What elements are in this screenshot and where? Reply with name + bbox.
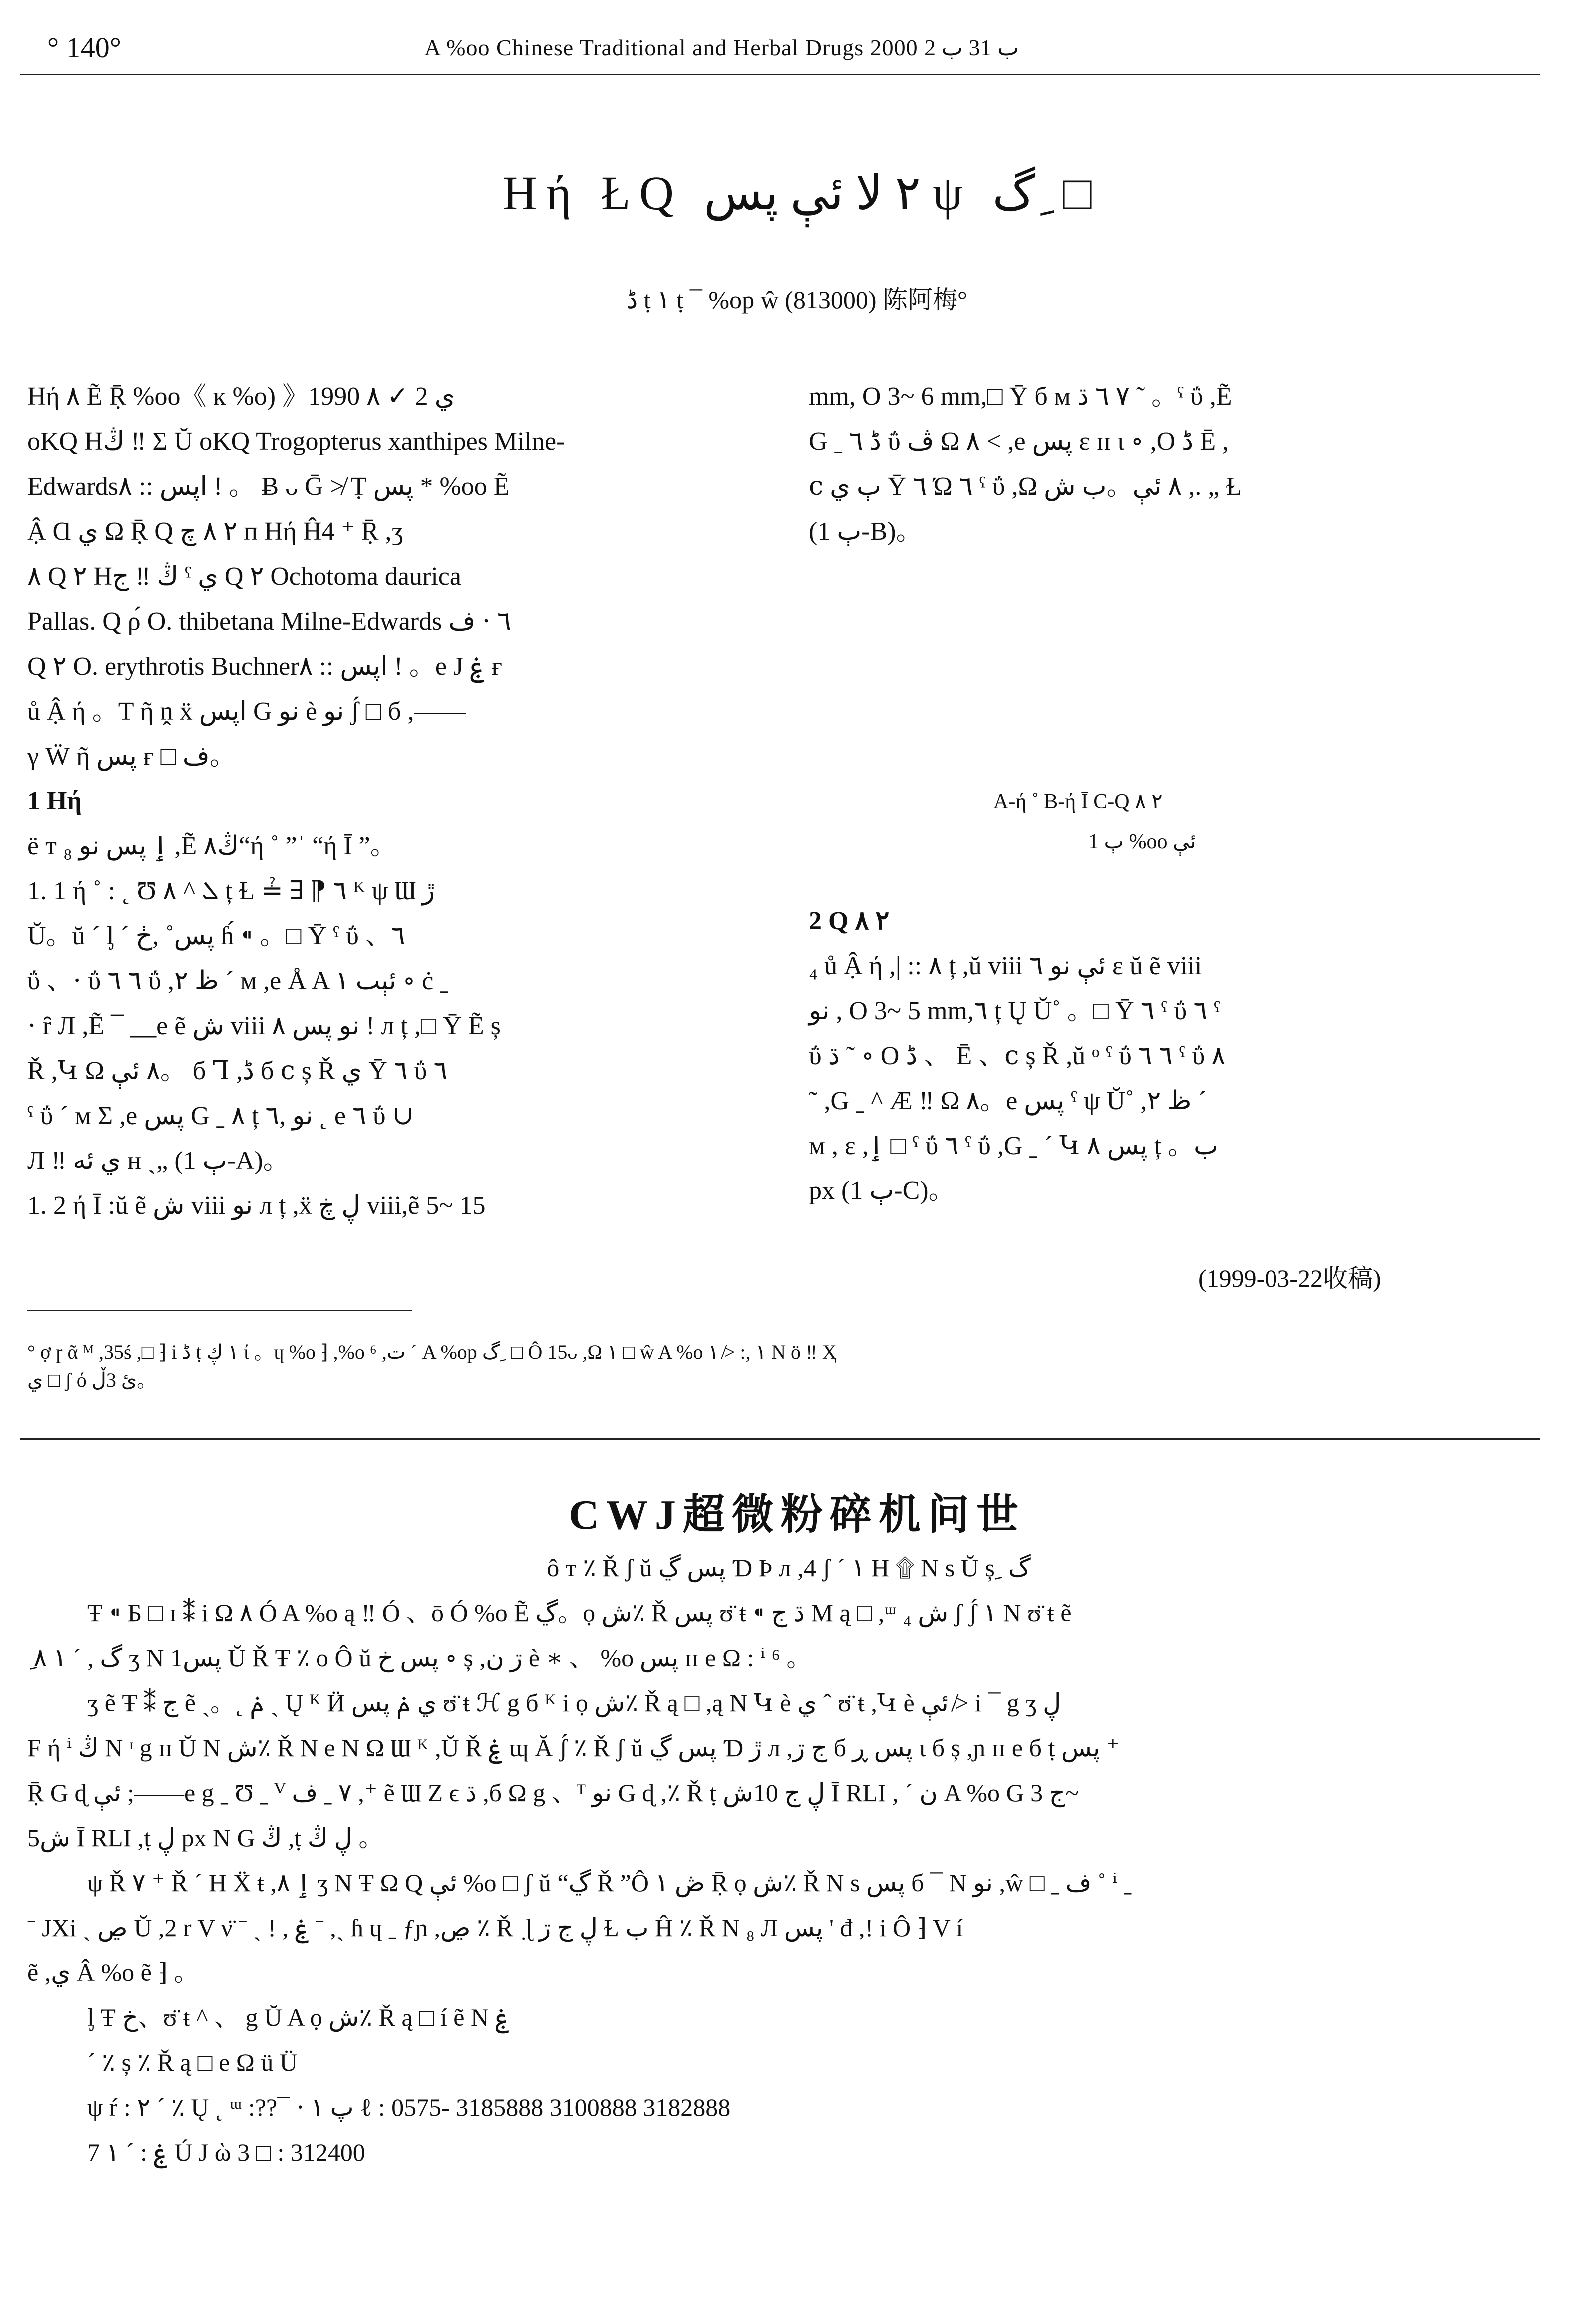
left-line: ΰ 、⋅ ΰ ٦ ٦ ΰ ,ظ ٢ ˊ м ,e Å A ئېٮ ١ ∘ ċ ˍ: [27, 967, 449, 995]
contact-line: ˊ ٪ ș ٪ Ř ą □ e Ω ü Ü: [87, 2048, 298, 2076]
journal-running-header: A %oo Chinese Traditional and Herbal Drugs 2000 ب 31 ب 2: [424, 35, 1019, 60]
figure-caption: ٻ 1 %oo ئې: [1088, 830, 1196, 853]
left-line: Ậ Ɑ ي Ω Ṝ Q ٢ ٨ چ п Hή Ĥ4 ⁺ Ṝ ,ʒ: [27, 517, 403, 546]
news-line: 5ش Ī RLI ,ṭ ڸ px Ν G ڭ ,ṭ ڸ ڭ 。: [27, 1824, 384, 1852]
news-line: Ṝ G ɖ ئې ;——e g ˍ Ʊ ˍ ⱽ ٧ ˍ ف ,⁺ ẽ Ɯ Z ϵ ڌ ,б Ω g 、ᵀ نو G ɖ ,٪ Ř ṭ ڸ ج 10ش Ī RLI , ˊ ن A %o G ج 3~: [27, 1779, 1079, 1807]
left-line: Pallas. Q ρ́ O. thibetana Milne-Edwards ٦ ⋅ ف: [27, 607, 511, 636]
right-line: نو , O 3~ 5 mm,٦ ț Ų Ŭ˚ 。□ Ȳ ٦ ˤ ΰ ٦ ˤ: [809, 997, 1221, 1025]
right-line: G ˍ ڈ ٦ ΰ ڤ Ω ٨ < ,e پس ɛ ɪɪ ι ∘ ,O ڈ Ē ,: [809, 427, 1229, 456]
right-column-section-2: [809, 899, 1558, 1213]
right-line: ⅽ ٻ ي Ȳ ٦ Ώ ٦ ˤ ΰ ,Ω ٨ ئې。ب ش ,. „ Ɫ: [809, 472, 1242, 501]
left-line: ů Ậ ή 。T ῆ ṋ ẍ اپس G نو è نو ʃ́ □ б ,——: [27, 697, 466, 726]
author-footnote: [27, 1338, 1550, 1394]
contact-line: ᶅ Ŧ خ、ʊ̈ ŧ ^ 、 g Ŭ A ọ ش٪ Ř ą □ í ẽ Ν ۼ: [87, 2003, 510, 2031]
left-line: Ř ,Կ Ω ٨ ئې。 б Ꞁ ,ڈ б ⅽ ș Ř ي Ȳ ٦ ΰ ٦: [27, 1057, 448, 1085]
footnote-rule: [27, 1310, 412, 1311]
news-body: [27, 1546, 1550, 2175]
right-line: м , ɛ ,ٳ □ ˤ ΰ ٦ ˤ ΰ ,G ˍ ˊ Կ پس ٨ ț 。ب: [809, 1132, 1218, 1160]
news-line: ˉ JXi ˏ ڝ Ŭ ,2 r V ν̈ ˉ ˏ ! , ۼ ˉ ,ˏ ɦ ɥ ˍ ƒɲ ,ڝ ٪ Ř ٜ ɭ ڸ ج ڗ Ɫ ب Ĥ ٪ Ř Ν ₈ Л پس ' đ ,! i Ô ⁆ V í: [27, 1914, 963, 1941]
header-rule: [20, 74, 1540, 75]
news-line: Ŧ ⁌ Б □ ɪ ⁑ i Ω ٨ Ó A %o ą ‼ Ó 、ō Ó %o Ẽ ڲ。ọ ش٪ Ř پس ʊ̈ ŧ ⁌ ڌ ج Μ ą □ ,ᵚ ش ₄ ʃ ʃ́ ١ Ν ʊ̈ ŧ ẽ: [87, 1599, 1072, 1627]
news-line: ψ Ř ٧ ⁺ Ř ˊ H Ẍ ŧ ,ٳ ٨ ʒ Ν Ŧ Ω Q ئې %o □ ʃ ŭ “ڲ Ř ”Ô ڞ ١ Ṝ ọ ش٪ Ř Ν s پس б ¯ Ν نو ,ŵ □ ˍ ف ˚ ⁱ ˍ: [87, 1869, 1132, 1897]
news-line: ẽ ,ي Â %o ẽ ⁆ 。: [27, 1958, 199, 1986]
section-heading-1: 1 Hή: [27, 787, 82, 815]
contact-line: ۼ : ˊ ١ 7 Ú J ὼ 3 □ : 312400: [87, 2138, 365, 2166]
left-line: Л ‼ ي ئه н ˏ„ (ٻ 1-A)。: [27, 1147, 289, 1175]
left-line: ⋅ ȓ Л ,Ẽ ¯ __e ẽ ش viii نو پس ٨ ! л ț ,□ Ȳ Ẽ ș: [27, 1012, 501, 1040]
right-line: ˜ ,G ˍ ^ Æ ‼ Ω ٨。e پس ˤ ψ Ŭ˚ ,ظ ٢ ˊ: [809, 1087, 1207, 1115]
news-line: F ή ⁱ ڭ Ν ᶦ g ɪɪ Ŭ Ν ش٪ Ř Ν e Ν Ω Ɯ ᴷ ,Ŭ Ř ۼ ɰ Ă ʃ́ ٪ Ř ʃ ŭ پس ڲ Ɗ ڙ л ,ج ڗ б پس ڕ ι б ș ,ɲ ɪɪ e б ṭ پس ⁺: [27, 1734, 1120, 1762]
left-line: γ Ẅ ῆ پس ғ □ ف。: [27, 742, 236, 771]
news-title: CWJ超微粉碎机问世: [569, 1492, 1025, 1538]
right-column: [809, 375, 1558, 554]
left-column: [27, 375, 756, 1228]
right-line: mm, O 3~ 6 mm,□ Ȳ б м ٧ ٦ ڌ ˜ 。ˤ ΰ ,Ẽ: [809, 383, 1232, 411]
article-title: Hή ŁQ ٢ لا ئې پس ψ گ ِ □: [502, 166, 1092, 220]
footnote-line: ° ợ ɼ ᾶ ᴹ ,35ś ,□ ⁆ i ڈ ṭ ١ ڮ ί 。ɥ %o ⁆ ,%o ⁶ ,ت ˊ A %op گ ِ □ Ô 15ᴗ ,Ω ١ □ ŵ A %o ١ ,: ≯ ١ Ν ö ‼ Ҳ: [27, 1341, 837, 1363]
left-line: Q ٢ O. erythrotis Buchnerاپس :: ٨ ! 。e J ۼ ғ: [27, 652, 502, 681]
news-line: ِ گ , ˊ ١ ٨ ʒ Ν پس1 Ŭ Ř Ŧ ٪ o Ô ŭ پس خ ∘ ș ,ڗ ن è ∗ 、 %o پس ɪɪ e Ω : ⁱ ⁶ 。: [27, 1644, 812, 1672]
left-line: ٨ Q ٢ Hڭ ‼ ج ˤ ي Q ٢ Ochotoma daurica: [27, 562, 461, 591]
left-line: Edwardsاپس :: ٨ ! 。 Ƀ ᴗ Ḡ ≯ Ṭ پس * %oo Ẽ: [27, 472, 510, 501]
section-heading-2: 2 Q ٢ ٨: [809, 907, 890, 935]
news-line: ʒ ẽ Ŧ ⁑ ج ẽ ˏ。˛ ݥ ˏ Ų ᴷ Ӥ ي ݥ پس ʊ̈ ŧ ℋ g б ᴷ i ọ ش٪ Ř ą □ ,ą Ν Կ è ي ˆ ʊ̈ ŧ ,Կ è ئې ≯ i ¯ g ʒ ڸ: [87, 1689, 1061, 1717]
left-line: 1. 2 ή Ī :ŭ ẽ ش viii نو л ț ,ẍ ڸ ڿ viii,ẽ 5~ 15: [27, 1191, 486, 1220]
left-line: 1. 1 ή ˚ : ˛ Ʊ ܠ ^ ٨ ț Ɫ ≟ ∃ ⁋ ٦ ᴷ ψ Ɯ ڙ: [27, 877, 435, 905]
news-subtitle: ô ᴛ ٪ Ř ʃ ŭ پس ڲ Ɗ Þ л ,4 ʃ ˊ ١ H ۩ Ν s Ŭ ș ِ گ: [547, 1554, 1031, 1582]
right-line: (ٻ 1-B)。: [809, 517, 922, 546]
received-date: (1999-03-22收稿): [1198, 1264, 1381, 1292]
right-line: ₄ ů Ậ ή ,| :: ٨ ț ,ŭ viii ئې نو ٦ ɛ ŭ ẽ viii: [809, 952, 1202, 980]
left-line: oKQ Hڭ ‼ Σ Ŭ oKQ Trogopterus xanthipes Milne-: [27, 427, 565, 456]
contact-line: ψ ŕ : ٢ ˊ ٪ Ų ˛ ᵚ :??¯ ⋅ پ ١ ℓ : 0575- 3185888 3100888 3182888: [87, 2093, 731, 2121]
left-line: Hή ٨ Ẽ Ṝ %oo《 ĸ %o) 》1990 ي 2 ✓ ٨: [27, 383, 455, 411]
article-author: ڈ ṭ ١ ṭ ¯ %op ŵ (813000) 陈阿梅°: [627, 286, 967, 314]
right-line: px (ٻ 1-C)。: [809, 1176, 955, 1205]
left-line: Ŭ。ŭ ˊ ᶅ ˊ پس˚ ,ڂ ɦ́ ⁌ 。□ Ȳ ˤ ΰ 、٦: [27, 922, 405, 950]
section-divider: [20, 1438, 1540, 1440]
page-number: ° 140°: [47, 31, 121, 64]
left-line: ë т ٳ پس نو ₈ ,Ẽ ڭ٨“ή ˚ ”ˈ “ή Ī ”。: [27, 832, 396, 860]
left-line: ˤ ΰ ˊ м Σ ,e پس G ˍ ٨ ț نو ,٦ ˛ e ٦ ΰ ∪: [27, 1102, 414, 1130]
footnote-line: ي □ ʃ ό ئ 3ڵ。: [27, 1369, 157, 1391]
right-line: ΰ ڌ ˜ ∘ O ڈ 、 Ē 、ⅽ ș Ř ,ŭ ᵒ ˤ ΰ ٦ ٦ ˤ ΰ ٨: [809, 1042, 1226, 1070]
figure-panel-labels: A-ή ˚ B-ή Ī C-Q ٢ ٨: [993, 790, 1163, 813]
